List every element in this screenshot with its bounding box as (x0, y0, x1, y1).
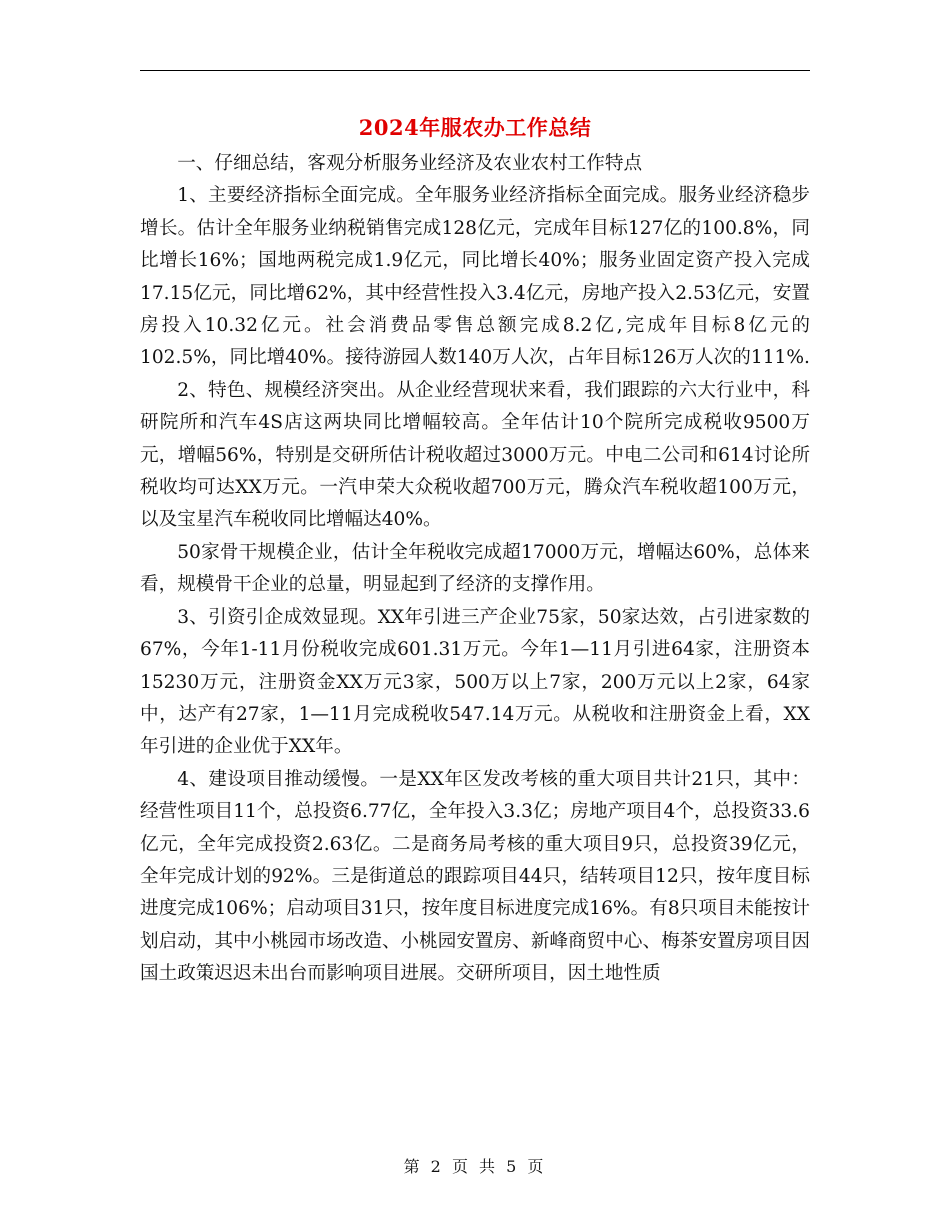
page-number-footer: 第 2 页 共 5 页 (403, 1157, 547, 1176)
paragraph-investment-attraction: 3、引资引企成效显现。XX年引进三产企业75家，50家达效，占引进家数的67%，今年1-11月份税收完成601.31万元。今年1—11月引进64家，注册资本15230万元，注册资金XX万元3家，500万以上7家，200万元以上2家，64家中，达产有27家，1—11月完成税收547.14万元。从税收和注册资金上看，XX年引进的企业优于XX年。 (140, 606, 810, 758)
paragraph-economic-indicators: 1、主要经济指标全面完成。全年服务业经济指标全面完成。服务业经济稳步增长。估计全年服务业纳税销售完成128亿元，完成年目标127亿的100.8%，同比增长16%；国地两税完成1.9亿元，同比增长40%；服务业固定资产投入完成17.15亿元，同比增62%，其中经营性投入3.4亿元，房地产投入2.53亿元，安置房投入10.32亿元。社会消费品零售总额完成8.2亿,完成年目标8亿元的102.5%，同比增40%。接待游园人数140万人次，占年目标126万人次的111%. (140, 185, 810, 369)
document-title: 2024年服农办工作总结 (358, 115, 592, 140)
header-rule (140, 70, 810, 71)
paragraph-backbone-enterprises: 50家骨干规模企业，估计全年税收完成超17000万元，增幅达60%，总体来看，规模骨干企业的总量，明显起到了经济的支撑作用。 (140, 541, 810, 596)
paragraph-section-heading: 一、仔细总结，客观分析服务业经济及农业农村工作特点 (177, 153, 643, 174)
paragraph-construction-projects: 4、建设项目推动缓慢。一是XX年区发改考核的重大项目共计21只，其中：经营性项目11个，总投资6.77亿，全年投入3.3亿；房地产项目4个，总投资33.6亿元，全年完成投资2.63亿。二是商务局考核的重大项目9只，总投资39亿元，全年完成计划的92%。三是街道总的跟踪项目44只，结转项目12只，按年度目标进度完成106%；启动项目31只，按年度目标进度完成16%。有8只项目未能按计划启动，其中小桃园市场改造、小桃园安置房、新峰商贸中心、梅茶安置房项目因国土政策迟迟未出台而影响项目进展。交研所项目，因土地性质 (140, 768, 810, 985)
paragraph-featured-economy: 2、特色、规模经济突出。从企业经营现状来看，我们跟踪的六大行业中，科研院所和汽车4S店这两块同比增幅较高。全年估计10个院所完成税收9500万元，增幅56%，特别是交研所估计税收超过3000万元。中电二公司和614讨论所税收均可达XX万元。一汽申荣大众税收超700万元，腾众汽车税收超100万元，以及宝星汽车税收同比增幅达40%。 (140, 379, 810, 531)
document-body (140, 148, 810, 991)
